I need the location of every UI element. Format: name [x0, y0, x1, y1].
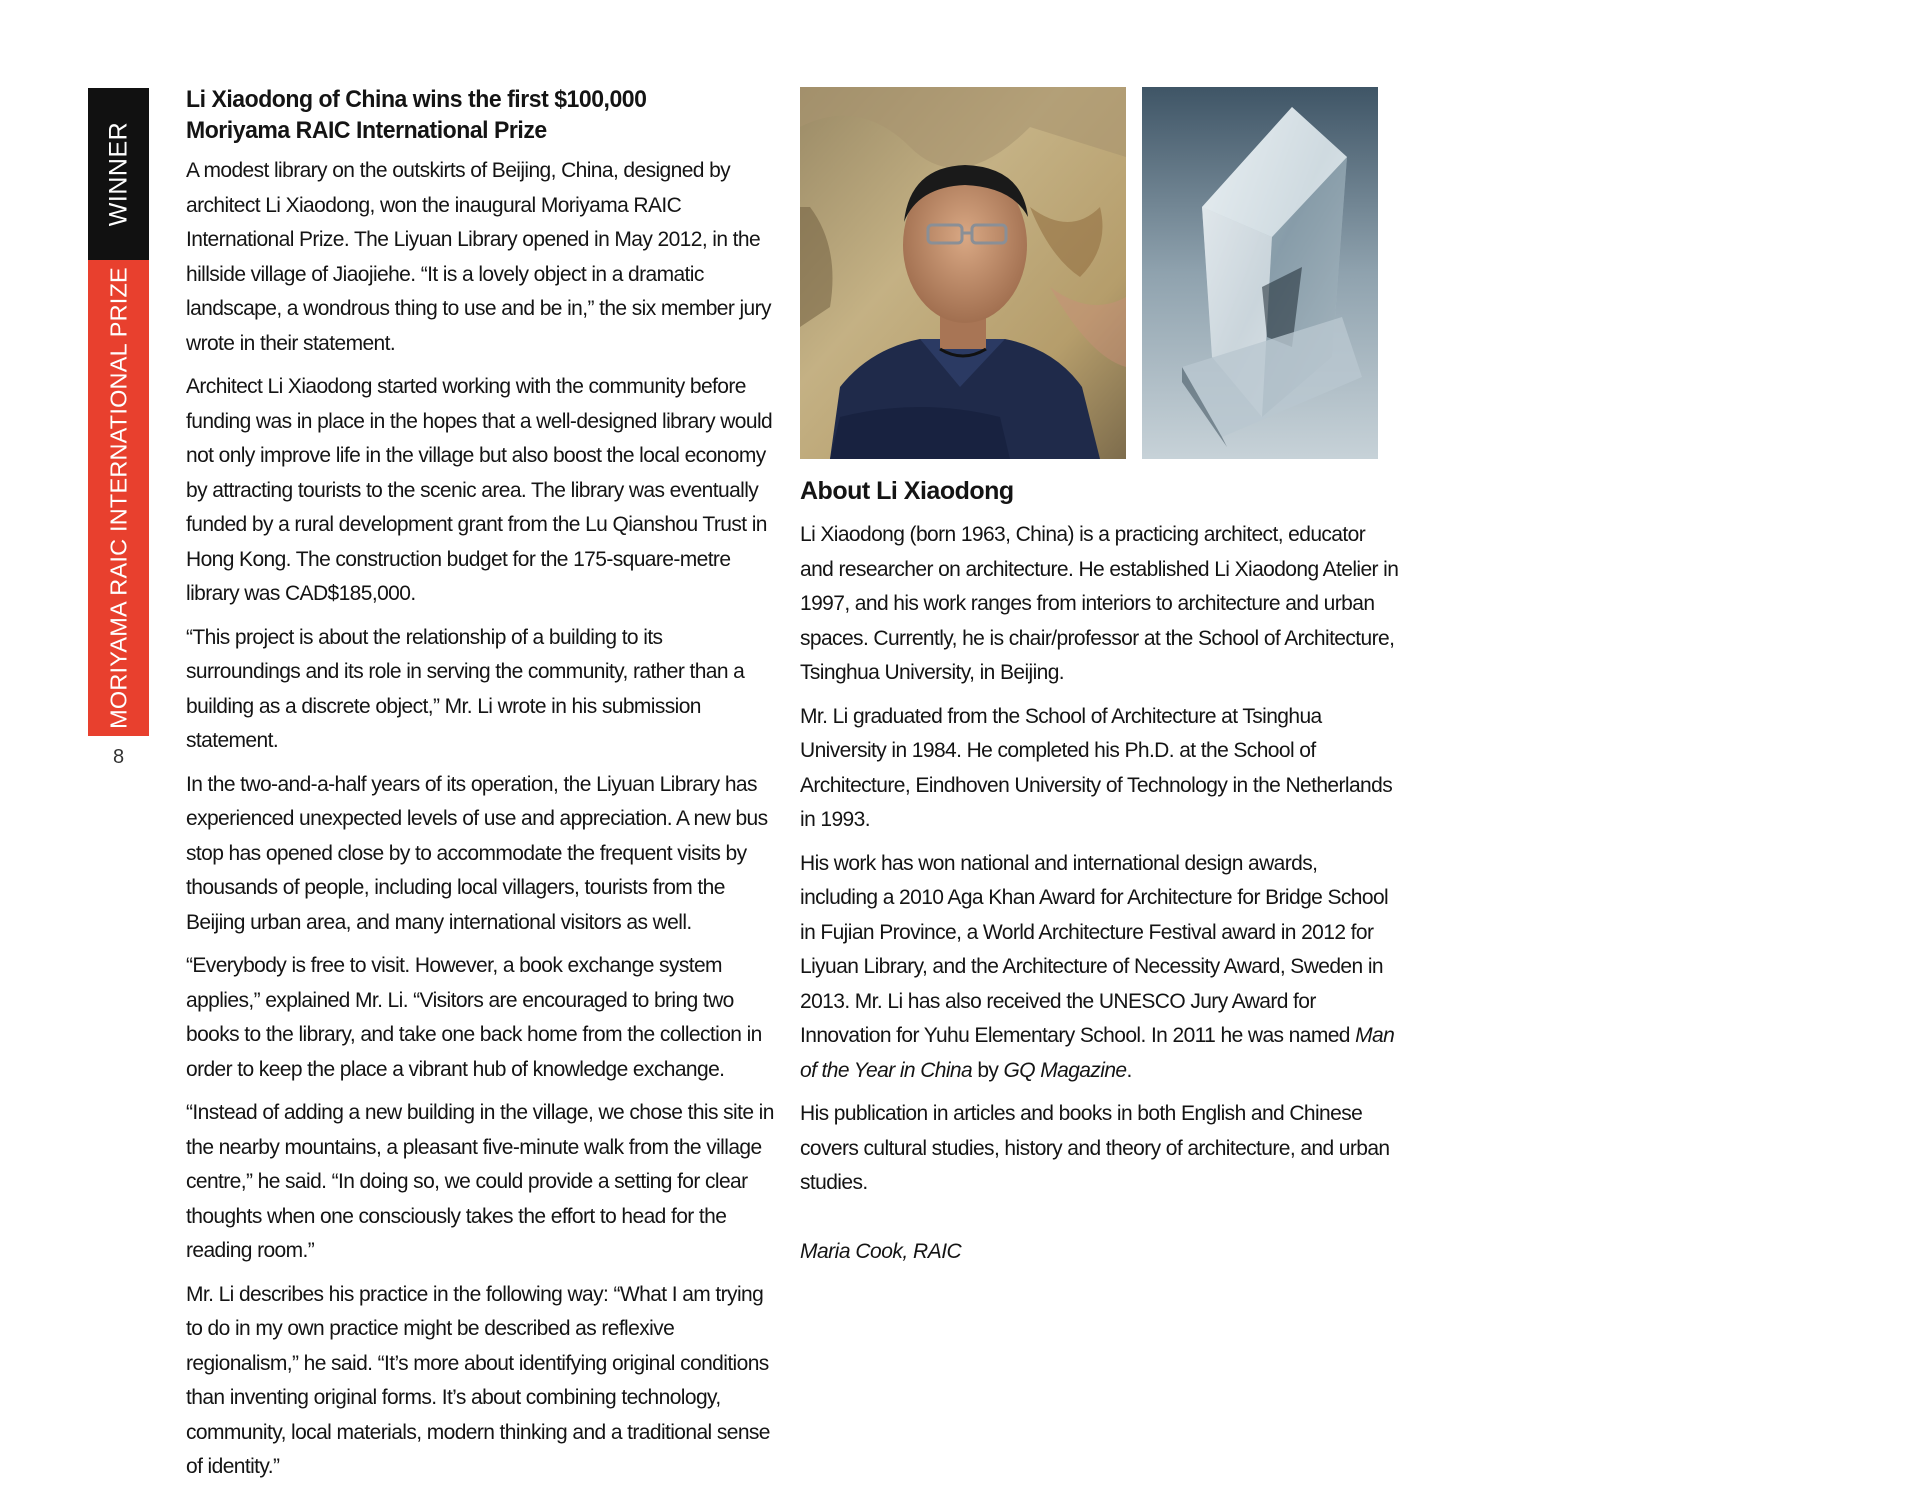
- about-paragraph: Mr. Li graduated from the School of Architecture at Tsinghua University in 1984. He completed his Ph.D. at the School of Architecture, Eindhoven University of Technology in the Netherlands in 1993.: [800, 704, 1393, 831]
- article-paragraph: “This project is about the relationship of a building to its surroundings and its role in serving the community, rather than a building as a discrete object,” Mr. Li wrote in his submission statement.: [186, 625, 745, 752]
- article-column: [186, 84, 776, 1494]
- awards-by: by: [972, 1058, 1004, 1082]
- winner-label: WINNER: [104, 121, 132, 227]
- awards-text: His work has won national and international design awards, including a 2010 Aga Khan Award for Architecture for Bridge School in Fujian Province, a World Architecture Festival award in 2012 for Liyuan Library, and the Architecture of Necessity Award, Sweden in 2013. Mr. Li has also received the UNESCO Jury Award for Innovation for Yuhu Elementary School. In 2011 he was named: [800, 851, 1389, 1047]
- award-title: Man of the Year in China: [800, 1024, 1395, 1082]
- about-paragraph-awards: [800, 847, 1400, 1089]
- article-paragraph: In the two-and-a-half years of its operation, the Liyuan Library has experienced unexpected levels of use and appreciation. A new bus stop has opened close by to accommodate the frequent visits by thousands of people, including local villagers, tourists from the Beijing urban area, and many international visitors as well.: [186, 772, 768, 934]
- article-paragraph: “Instead of adding a new building in the village, we chose this site in the nearby mountains, a pleasant five-minute walk from the village centre,” he said. “In doing so, we could provide a setting for clear thoughts when one consciously takes the effort to head for the reading room.”: [186, 1101, 774, 1262]
- article-paragraph: “Everybody is free to visit. However, a book exchange system applies,” explained Mr. Li. “Visitors are encouraged to bring two books to the library, and take one back home from the collection in order to keep the place a vibrant hub of knowledge exchange.: [186, 954, 762, 1081]
- article-headline: [186, 84, 741, 146]
- winner-tab: [88, 88, 149, 260]
- byline: Maria Cook, RAIC: [800, 1239, 962, 1263]
- prize-tab: [88, 260, 149, 736]
- page-number: 8: [112, 746, 125, 768]
- prize-label: MORIYAMA RAIC INTERNATIONAL PRIZE: [105, 267, 131, 729]
- about-paragraph: His publication in articles and books in both English and Chinese covers cultural studies, history and theory of architecture, and urban studies.: [800, 1102, 1390, 1194]
- portrait-photo: [800, 87, 1126, 459]
- headline-line-2: Moriyama RAIC International Prize: [186, 117, 547, 144]
- article-paragraph: Architect Li Xiaodong started working with the community before funding was in place in the hopes that a well-designed library would not only improve life in the village but also boost the local economy by attracting tourists to the scenic area. The library was eventually funded by a rural development grant from the Lu Qianshou Trust in Hong Kong. The construction budget for the 175-square-metre library was CAD$185,000.: [186, 375, 773, 605]
- trophy-photo: [1142, 87, 1378, 459]
- portrait-image: [800, 87, 1126, 459]
- headline-line-1: Li Xiaodong of China wins the first $100,000: [186, 86, 647, 113]
- publication-name: GQ Magazine: [1003, 1058, 1127, 1082]
- about-body: [800, 518, 1400, 1201]
- trophy-image: [1142, 87, 1378, 459]
- awards-end: .: [1126, 1058, 1132, 1082]
- about-column: [800, 474, 1400, 1269]
- article-body: [186, 154, 776, 1485]
- about-heading: About Li Xiaodong: [800, 477, 1014, 505]
- article-paragraph: Mr. Li describes his practice in the following way: “What I am trying to do in my own practice might be described as reflexive regionalism,” he said. “It’s more about identifying original conditions than inventing original forms. It’s about combining technology, community, local materials, modern thinking and a traditional sense of identity.”: [186, 1282, 770, 1478]
- about-paragraph: Li Xiaodong (born 1963, China) is a practicing architect, educator and researcher on architecture. He established Li Xiaodong Atelier in 1997, and his work ranges from interiors to architecture and urban spaces. Currently, he is chair/professor at the School of Architecture, Tsinghua University, in Beijing.: [800, 523, 1399, 684]
- article-paragraph: A modest library on the outskirts of Beijing, China, designed by architect Li Xiaodong, won the inaugural Moriyama RAIC International Prize. The Liyuan Library opened in May 2012, in the hillside village of Jiaojiehe. “It is a lovely object in a dramatic landscape, a wondrous thing to use and be in,” the six member jury wrote in their statement.: [186, 159, 771, 355]
